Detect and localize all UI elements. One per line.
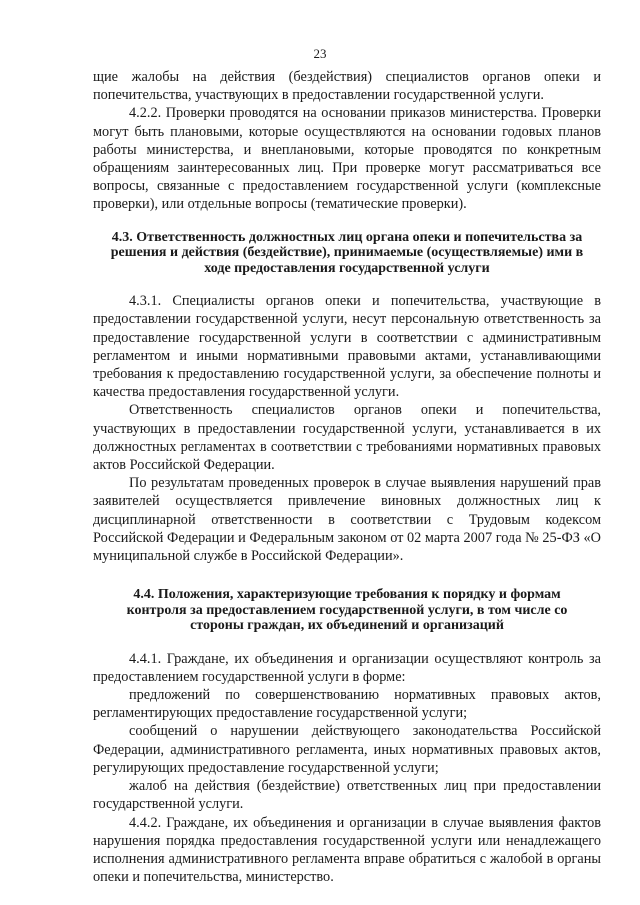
paragraph-continuation: щие жалобы на действия (бездействия) специалистов органов опеки и попечительства, участвующих в предоставлении государственной услуги. <box>93 69 601 104</box>
document-body <box>93 68 601 886</box>
paragraph-4-3-1: 4.3.1. Специалисты органов опеки и попечительства, участвующие в предоставлении государственной услуги, несут персональную ответственность за предоставление государственной услуги в соответствии с административным регламентом и иными нормативными правовыми актами, устанавливающими требования к предоставлению государственной услуги, за обеспечение полноты и качества предоставления государственной услуги. <box>93 293 601 401</box>
list-item-proposals: предложений по совершенствованию нормативных правовых актов, регламентирующих предоставление государственной услуги; <box>93 687 601 722</box>
paragraph-4-4-1: 4.4.1. Граждане, их объединения и организации осуществляют контроль за предоставлением государственной услуги в форме: <box>93 650 601 685</box>
paragraph-inspection-results: По результатам проведенных проверок в случае выявления нарушений прав заявителей осуществляется привлечение виновных должностных лиц к дисциплинарной ответственности в соответствии с Трудовым кодексом Российской Федерации и Федеральным законом от 02 марта 2007 года № 25-ФЗ «О муниципальной службе в Российской Федерации». <box>93 475 601 564</box>
paragraph-responsibility: Ответственность специалистов органов опеки и попечительства, участвующих в предоставлении государственной услуги, устанавливается в их должностных регламентах в соответствии с требованиями нормативных правовых актов Российской Федерации. <box>93 402 601 473</box>
paragraph-4-4-2: 4.4.2. Граждане, их объединения и организации в случае выявления фактов нарушения порядка предоставления государственной услуги или ненадлежащего исполнения административного регламента вправе обратиться с жалобой в органы опеки и попечительства, министерство. <box>93 814 601 886</box>
list-item-complaints: жалоб на действия (бездействие) ответственных лиц при предоставлении государственной услуги. <box>93 778 601 813</box>
list-item-reports: сообщений о нарушении действующего законодательства Российской Федерации, административного регламента, иных нормативных правовых актов, регулирующих предоставление государственной услуги; <box>93 723 601 776</box>
section-heading-4-3: 4.3. Ответственность должностных лиц органа опеки и попечительства за решения и действия (бездействие), принимаемые (осуществляемые) ими в ходе предоставления государственной услуги <box>110 229 584 276</box>
section-heading-4-4: 4.4. Положения, характеризующие требования к порядку и формам контроля за предоставлением государственной услуги, в том числе со стороны граждан, их объединений и организаций <box>126 587 568 634</box>
paragraph-4-2-2: 4.2.2. Проверки проводятся на основании приказов министерства. Проверки могут быть плановыми, которые осуществляются на основании годовых планов работы министерства, и внеплановыми, которые проводятся по конкретным обращениям заинтересованных лиц. При проверке могут рассматриваться все вопросы, связанные с предоставлением государственной услуги (комплексные проверки), или отдельные вопросы (тематические проверки). <box>93 105 601 213</box>
page-number: 23 <box>313 46 327 61</box>
